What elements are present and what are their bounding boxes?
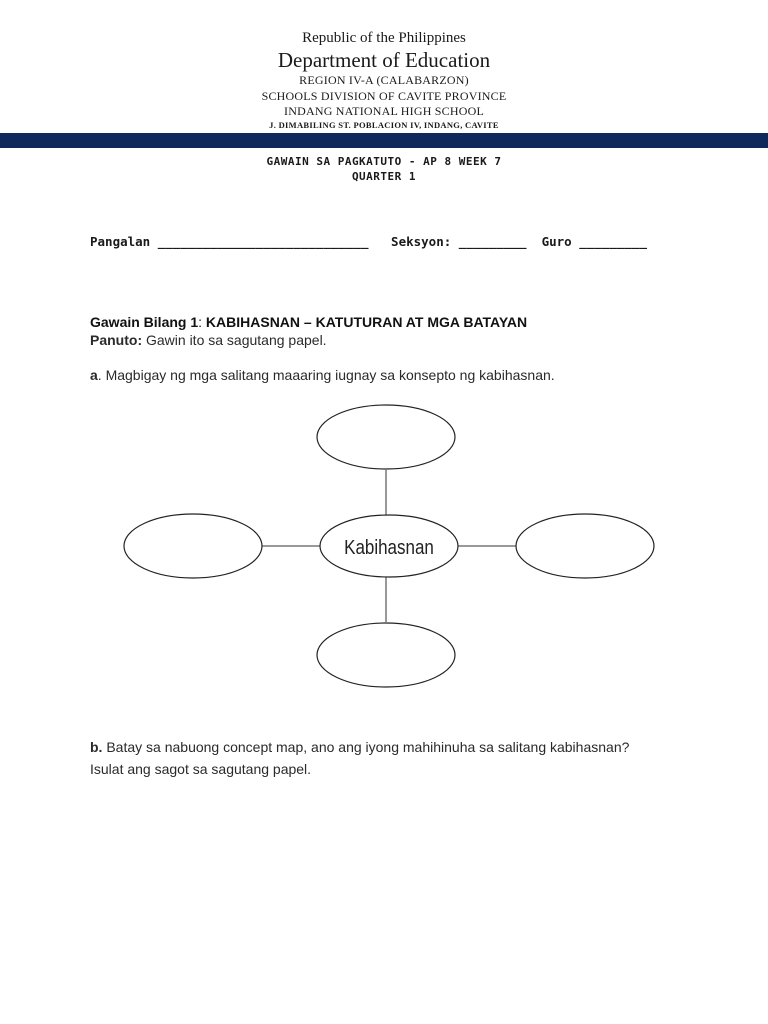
republic-line: Republic of the Philippines [302, 30, 466, 46]
activity-title: GAWAIN SA PAGKATUTO - AP 8 WEEK 7 [266, 155, 502, 168]
instruction-text: Gawin ito sa sagutang papel. [142, 332, 327, 348]
task-heading-title: KABIHASNAN – KATUTURAN AT MGA BATAYAN [202, 314, 528, 330]
task-heading-label: Gawain Bilang 1 [90, 314, 199, 330]
header-banner [0, 133, 768, 148]
answer-bubble-top [317, 405, 455, 469]
section-label: Seksyon: [391, 234, 452, 249]
item-b-label: b. [90, 739, 103, 755]
item-a [90, 367, 555, 383]
answer-bubble-bottom [317, 623, 455, 687]
item-b-line-2: Isulat ang sagot sa sagutang papel. [90, 761, 312, 777]
school-address: J. DIMABILING ST. POBLACION IV, INDANG, CAVITE [269, 120, 499, 130]
school-name: INDANG NATIONAL HIGH SCHOOL [284, 104, 484, 118]
task-heading [90, 314, 527, 330]
concept-map [0, 400, 768, 700]
answer-bubble-right [516, 514, 654, 578]
item-a-label: a [90, 367, 98, 383]
section-blank: _________ [458, 234, 527, 249]
teacher-blank: _________ [579, 234, 647, 249]
task-heading-sep: : [198, 314, 203, 330]
name-label: Pangalan [90, 234, 151, 249]
quarter-label: QUARTER 1 [351, 170, 417, 183]
department-title: Department of Education [277, 48, 491, 72]
center-label: Kabihasnan [344, 535, 434, 559]
division-line: SCHOOLS DIVISION OF CAVITE PROVINCE [261, 89, 507, 103]
teacher-label: Guro [541, 234, 572, 249]
student-info-line [90, 234, 647, 249]
instruction-label: Panuto: [90, 332, 143, 348]
name-blank: ____________________________ [157, 234, 369, 249]
region-line: REGION IV-A (CALABARZON) [299, 73, 469, 87]
instruction [90, 332, 327, 348]
item-b-text: Batay sa nabuong concept map, ano ang iyong mahihinuha sa salitang kabihasnan? [102, 739, 630, 755]
item-a-text: . Magbigay ng mga salitang maaaring iugnay sa konsepto ng kabihasnan. [97, 367, 555, 383]
item-b [90, 739, 629, 755]
answer-bubble-left [124, 514, 262, 578]
